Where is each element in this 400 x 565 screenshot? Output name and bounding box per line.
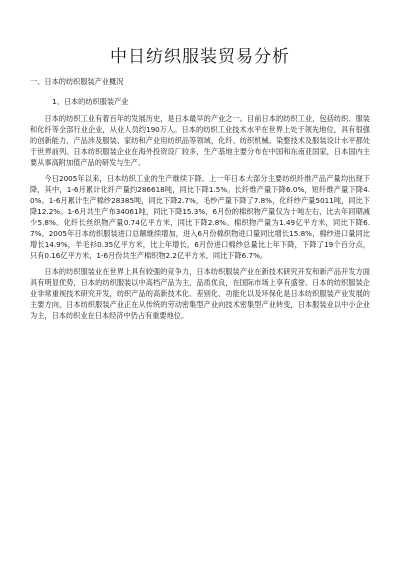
paragraph-3: 日本的纺织服装业在世界上具有较强的竞争力，日本纺织服装产业在新技术研究开发和新产品开发方面具有明显优势，日本的纺织服装以中高档产品为主，品质优良，在国际市场上享有盛誉。日本的纺织服装企业非常重视技术研究开发，纺织产品的高新技术化、差别化、功能化以及环保化是日本纺织服装产业发展的主要方向，日本纺织服装产业正在从传统的劳动密集型产业向技术密集型产业转变，日本服装业以中小企业为主，日本纺织业在日本经济中仍占有重要地位。 bbox=[30, 267, 370, 320]
document-title: 中日纺织服装贸易分析 bbox=[110, 47, 290, 67]
paragraph-2: 今日2005年以来，日本纺织工业的生产继续下降。上一年日本大部分主要纺织纤维产品产量均出现下降，其中，1-6月累计化纤产量约286618吨，同比下降1.5%。长纤维产量下降6.0%，短纤维产量下降4.0%。1-6月累计生产棉纱28385吨，同比下降2.7%，毛纱产量下降了7.8%，化纤纱产量5011吨，同比下降12.2%。1-6月共生产布34061吨，同比下降15.3%，6月份的棉织物产量仅为十吨左右，比去年同期减少5.8%。化纤长丝织物产量0.74亿平方米，同比下降2.8%。棉织物产量为1.49亿平方米，同比下降6.7%。2005年日本纺织服装进口总额继续增加，进入6月份棉织物进口量同比增长15.8%，棉纱进口量同比增长14.9%，羊毛衫0.35亿平方米，比上年增长，6月份进口棉纱总量比上年下降，下降了19个百分点，只有0.16亿平方米，1-6月份共生产棉织物2.2亿平方米，同比下降6.7%。 bbox=[30, 174, 370, 260]
subsection-heading: 1、日本的纺织服装产业 bbox=[52, 97, 129, 106]
paragraph-1: 日本的纺织工业有着百年的发展历史，是日本最早的产业之一。目前日本的纺织工业，包括纺织、服装和化纤等全部行业企业，从业人员约190万人。日本的纺织工业技术水平在世界上处于领先地位，具有很强的创新能力，产品涉及服装、家纺和产业用纺织品等领域，化纤、纺织机械、染整技术及服装设计水平都处于世界前列。日本纺织服装企业在海外投资设厂较多，生产基地主要分布在中国和东南亚国家，日本国内主要从事高附加值产品的研发与生产。 bbox=[30, 114, 370, 167]
section-heading: 一、日本的纺织服装产业概况 bbox=[30, 77, 124, 86]
